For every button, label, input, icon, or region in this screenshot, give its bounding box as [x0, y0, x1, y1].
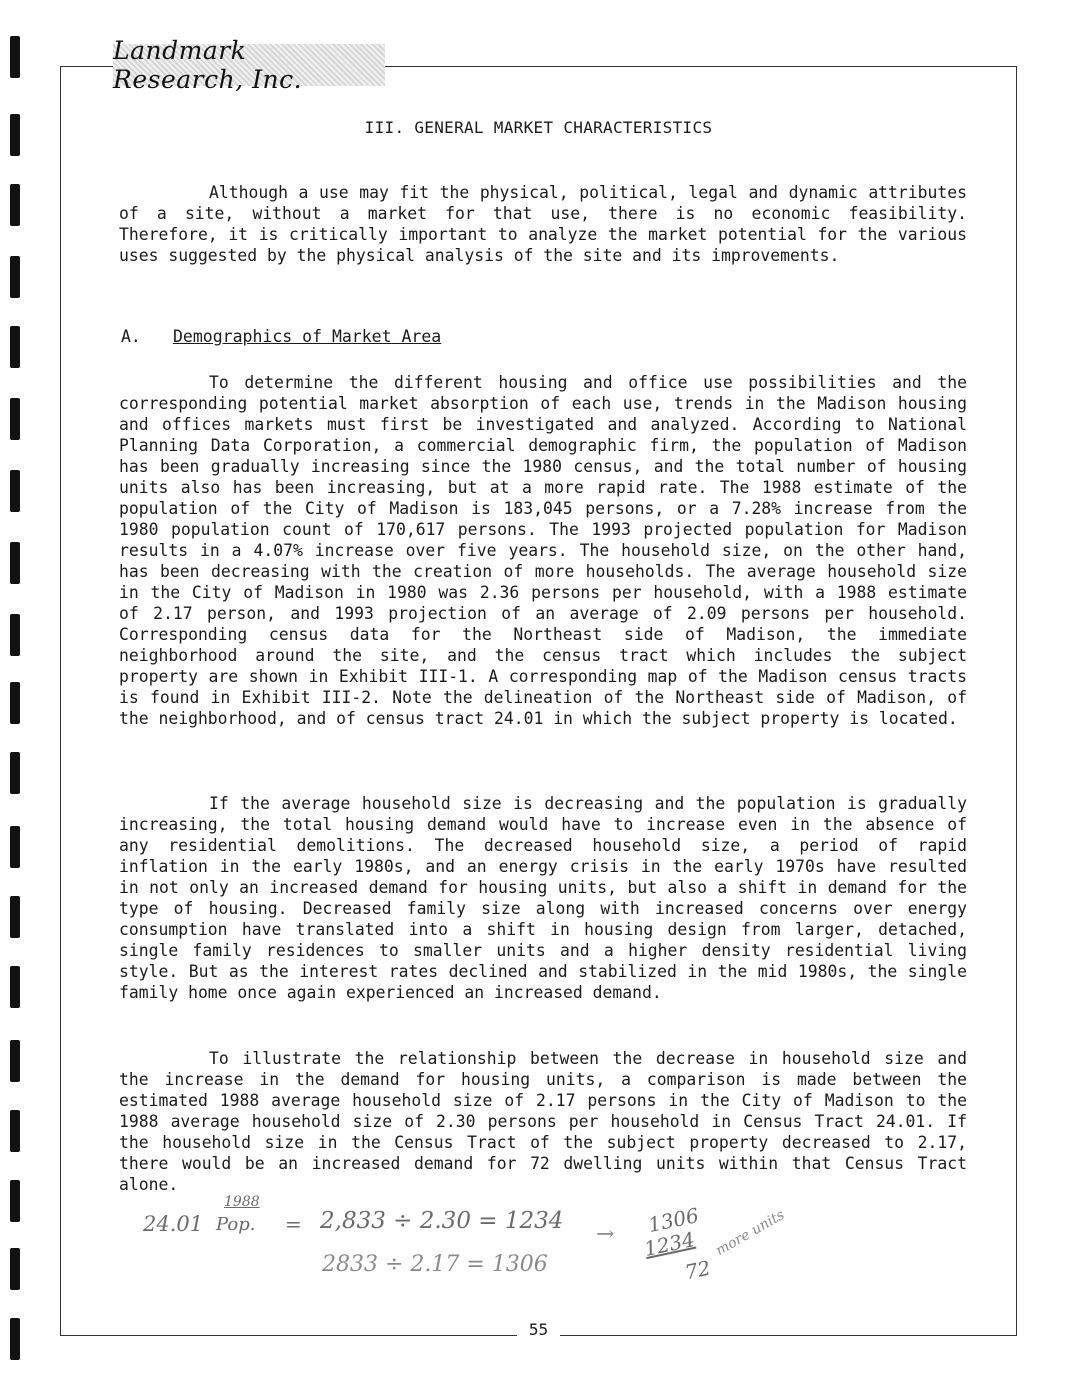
section-letter: A. — [121, 327, 141, 346]
section-heading — [121, 327, 441, 346]
body-paragraph-1: To determine the different housing and office use possibilities and the corresponding potential market absorption of each use, trends in the Madison housing and offices markets must first be investigated and analyzed. According to National Planning Data Corporation, a commercial demographic firm, the population of Madison has been gradually increasing since the 1980 census, and the total number of housing units also has been increasing, but at a more rapid rate. The 1988 estimate of the population of the City of Madison is 183,045 persons, or a 7.28% increase from the 1980 population count of 170,617 persons. The 1993 projected population for Madison results in a 4.07% increase over five years. The household size, on the other hand, has been decreasing with the creation of more households. The average household size in the City of Madison in 1980 was 2.36 persons per household, with a 1988 estimate of 2.17 person, and 1993 projection of an average of 2.09 persons per household. Corresponding census data for the Northeast side of Madison, the immediate neighborhood around the site, and the census tract which includes the subject property are shown in Exhibit III-1. A corresponding map of the Madison census tracts is found in Exhibit III-2. Note the delineation of the Northeast side of Madison, of the neighborhood, and of census tract 24.01 in which the subject property is located. — [119, 373, 967, 728]
body-paragraph-3: To illustrate the relationship between the decrease in household size and the increase in the demand for housing units, a comparison is made between the estimated 1988 average household size of 2.17 persons in the City of Madison to the 1988 average household size of 2.30 persons per household in Census Tract 24.01. If the household size in the Census Tract of the subject property decreased to 2.17, there would be an increased demand for 72 dwelling units within that Census Tract alone. — [119, 1049, 967, 1194]
intro-paragraph: Although a use may fit the physical, political, legal and dynamic attributes of a site, without a market for that use, there is no economic feasibility. Therefore, it is critically important to analyze the market potential for the various uses suggested by the physical analysis of the site and its improvements. — [119, 183, 967, 265]
handwritten-calc-1: 2,833 ÷ 2.30 = 1234 — [320, 1208, 564, 1234]
handwritten-pop: Pop. — [216, 1214, 256, 1235]
handwritten-note: more units — [713, 1206, 788, 1260]
section-title: Demographics of Market Area — [173, 327, 442, 346]
body-paragraph-2: If the average household size is decreasing and the population is gradually increasing, the total housing demand would have to increase even in the absence of any residential demolitions. The decreased household size, a period of rapid inflation in the early 1980s, and an energy crisis in the early 1970s have resulted in not only an increased demand for housing units, but also a shift in demand for the type of housing. Decreased family size along with increased concerns over energy consumption have translated into a shift in housing design from larger, detached, single family residences to smaller units and a higher density residential living style. But as the interest rates declined and stabilized in the mid 1980s, the single family home once again experienced an increased demand. — [119, 794, 967, 1002]
handwritten-year: 1988 — [224, 1194, 260, 1210]
handwritten-equals: = — [285, 1212, 302, 1236]
page-number-text: 55 — [517, 1320, 560, 1339]
handwritten-n1: 1306 — [646, 1202, 701, 1238]
spiral-binding — [8, 20, 28, 1370]
handwritten-diff: 72 — [682, 1255, 713, 1285]
company-logo: Landmark Research, Inc. — [113, 44, 385, 86]
handwritten-arrow: → — [596, 1222, 615, 1247]
handwritten-tract: 24.01 — [143, 1212, 204, 1236]
page-number — [0, 1320, 1077, 1339]
page-title: III. GENERAL MARKET CHARACTERISTICS — [364, 118, 713, 137]
handwritten-n2: 1234 — [642, 1226, 697, 1262]
handwritten-calc-2: 2833 ÷ 2.17 = 1306 — [322, 1252, 548, 1277]
